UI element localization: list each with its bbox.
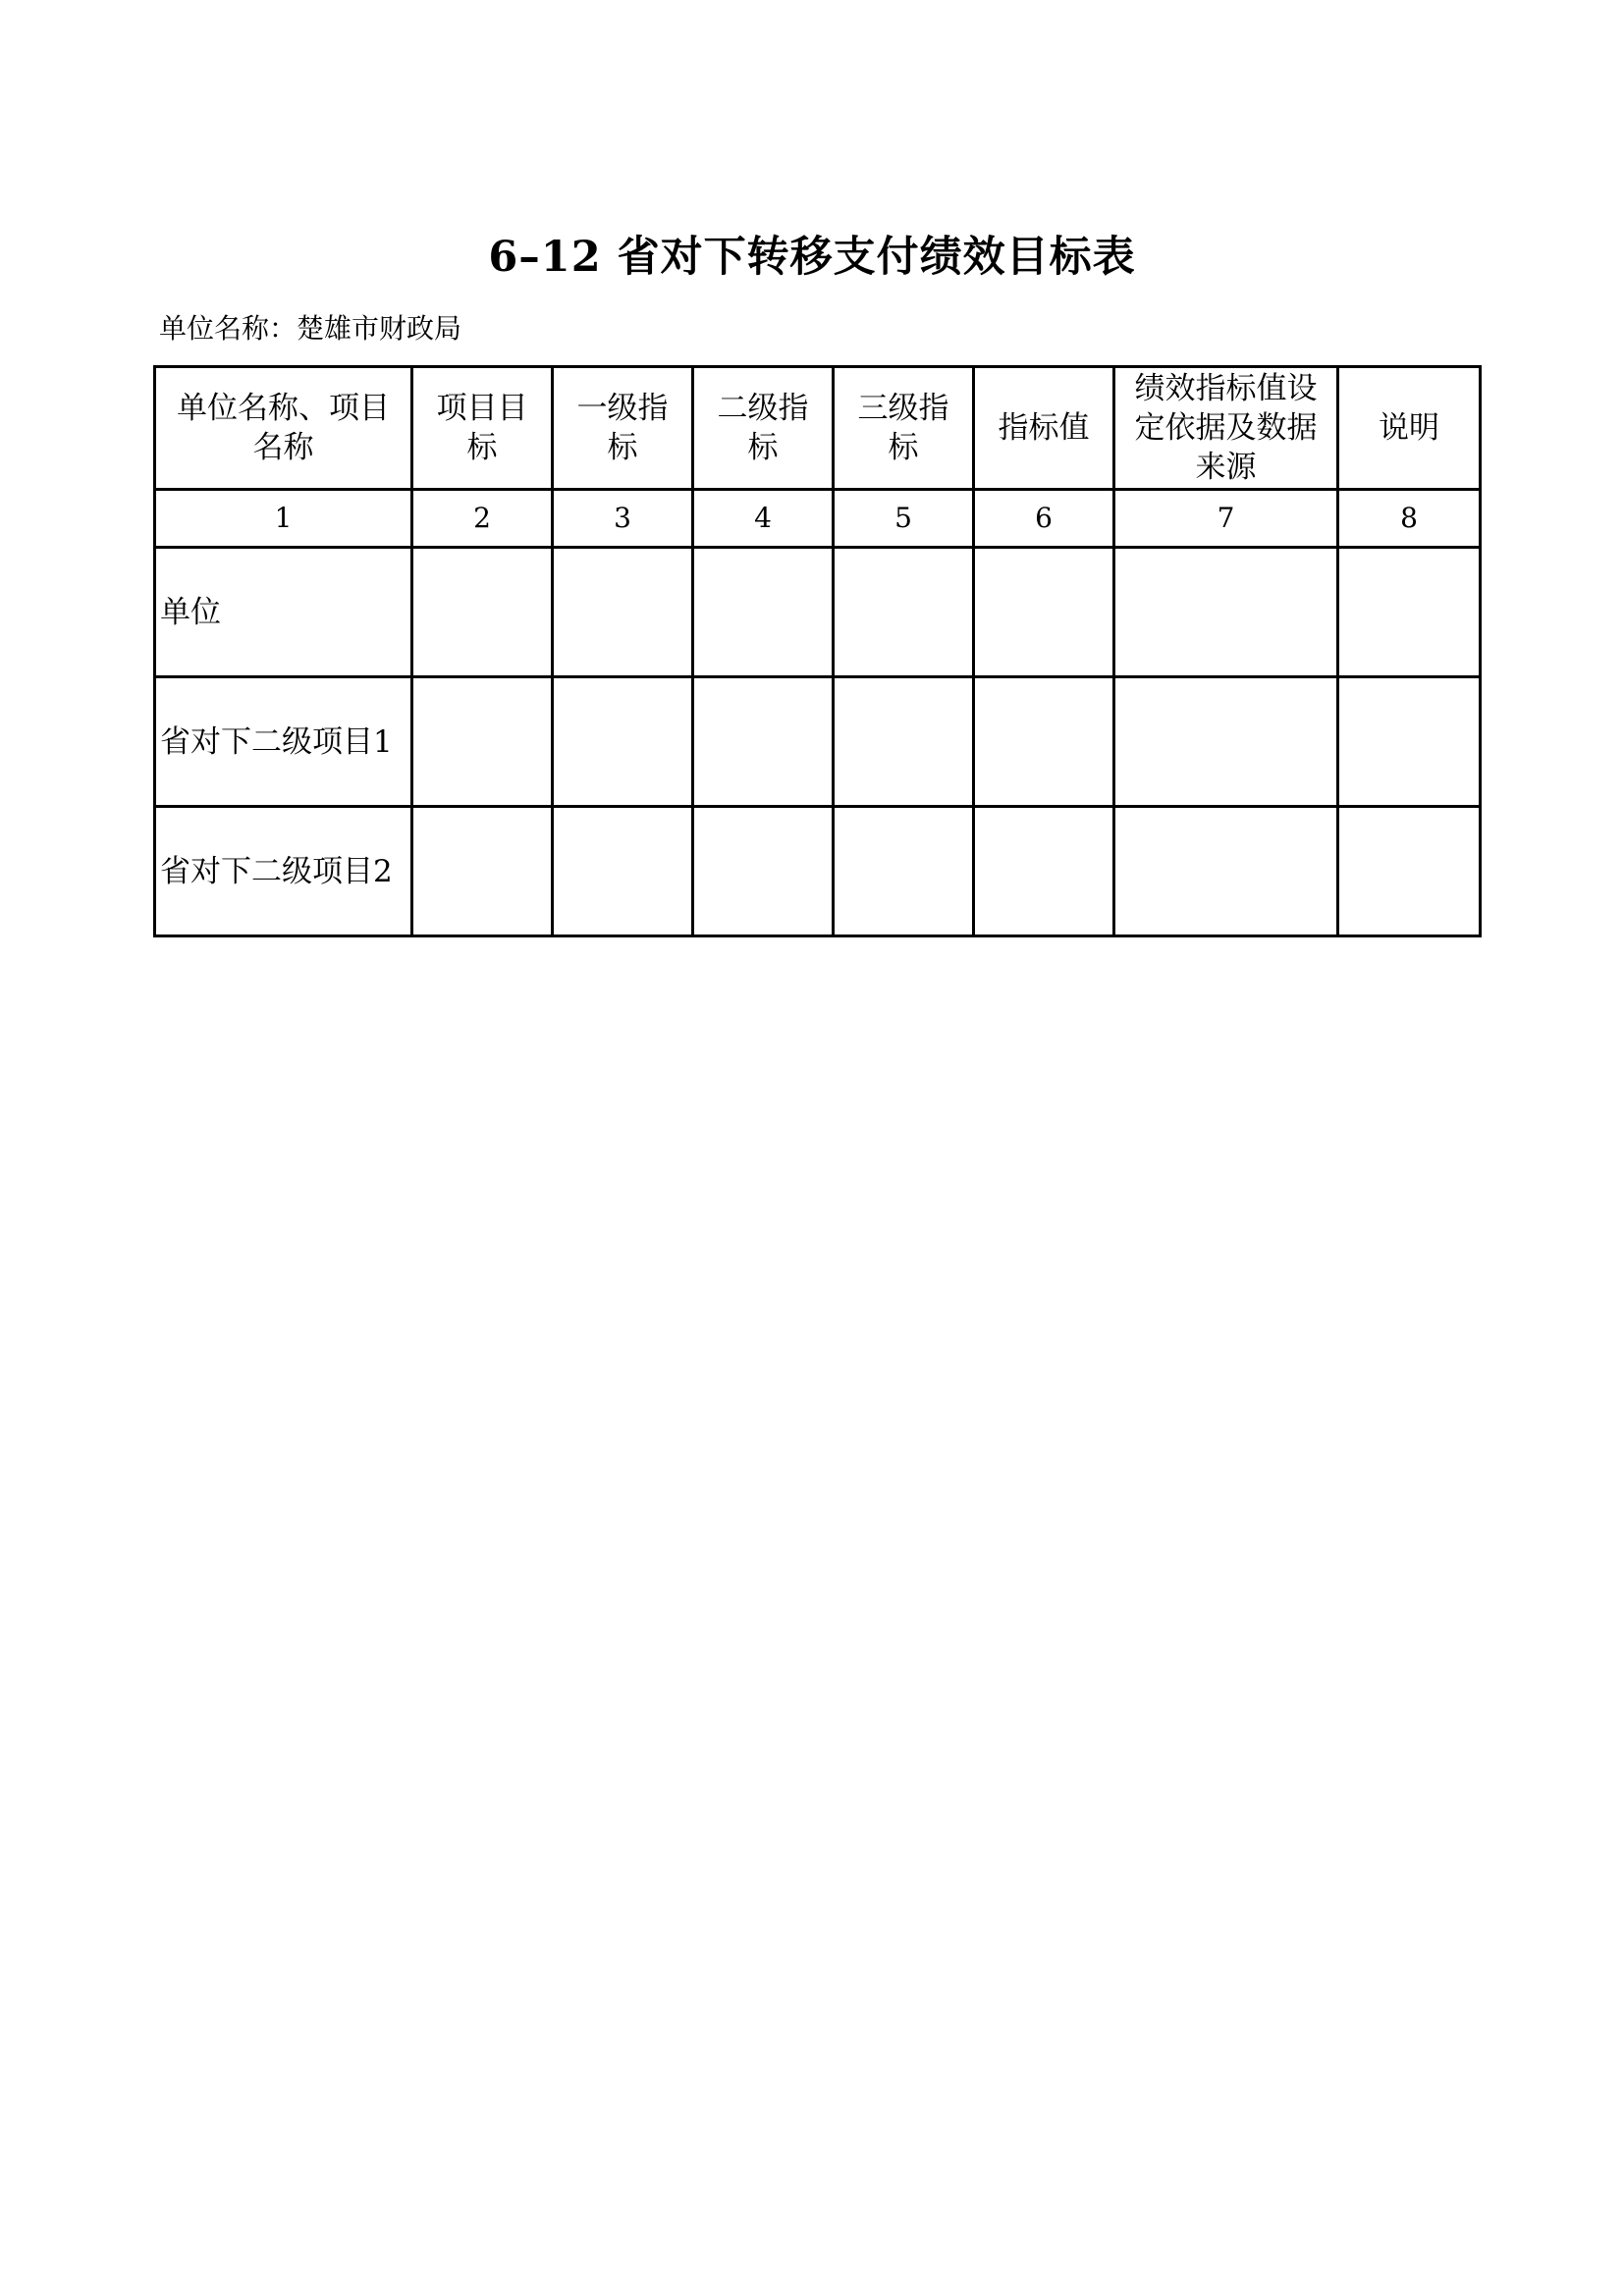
header-level3-indicator: 三级指标: [834, 367, 974, 490]
header-indicator-value: 指标值: [974, 367, 1114, 490]
column-number: 4: [693, 490, 834, 548]
unit-name-label: 单位名称：楚雄市财政局: [159, 312, 462, 345]
column-number: 8: [1338, 490, 1481, 548]
column-number: 6: [974, 490, 1114, 548]
page-title: 6–12 省对下转移支付绩效目标表: [488, 233, 1136, 282]
empty-cell: [1114, 548, 1338, 677]
row-label: 单位: [155, 548, 412, 677]
row-label: 省对下二级项目1: [155, 677, 412, 807]
column-number: 7: [1114, 490, 1338, 548]
header-level1-indicator: 一级指标: [553, 367, 693, 490]
empty-cell: [1114, 677, 1338, 807]
empty-cell: [1338, 548, 1481, 677]
empty-cell: [974, 677, 1114, 807]
header-project-goal: 项目目标: [412, 367, 553, 490]
column-number: 2: [412, 490, 553, 548]
empty-cell: [974, 807, 1114, 936]
empty-cell: [553, 548, 693, 677]
empty-cell: [974, 548, 1114, 677]
empty-cell: [553, 677, 693, 807]
column-number: 5: [834, 490, 974, 548]
table-row: [155, 677, 1481, 807]
table-row: [155, 548, 1481, 677]
header-remarks: 说明: [1338, 367, 1481, 490]
empty-cell: [1114, 807, 1338, 936]
performance-target-table: [153, 365, 1482, 937]
empty-cell: [693, 548, 834, 677]
header-unit-project-name: 单位名称、项目名称: [155, 367, 412, 490]
empty-cell: [412, 807, 553, 936]
header-basis-data-source: 绩效指标值设定依据及数据来源: [1114, 367, 1338, 490]
column-number-row: [155, 490, 1481, 548]
empty-cell: [412, 677, 553, 807]
header-row: [155, 367, 1481, 490]
empty-cell: [834, 807, 974, 936]
column-number: 3: [553, 490, 693, 548]
empty-cell: [693, 807, 834, 936]
column-number: 1: [155, 490, 412, 548]
empty-cell: [1338, 677, 1481, 807]
table-row: [155, 807, 1481, 936]
header-level2-indicator: 二级指标: [693, 367, 834, 490]
empty-cell: [412, 548, 553, 677]
empty-cell: [834, 677, 974, 807]
empty-cell: [1338, 807, 1481, 936]
empty-cell: [834, 548, 974, 677]
empty-cell: [693, 677, 834, 807]
row-label: 省对下二级项目2: [155, 807, 412, 936]
empty-cell: [553, 807, 693, 936]
